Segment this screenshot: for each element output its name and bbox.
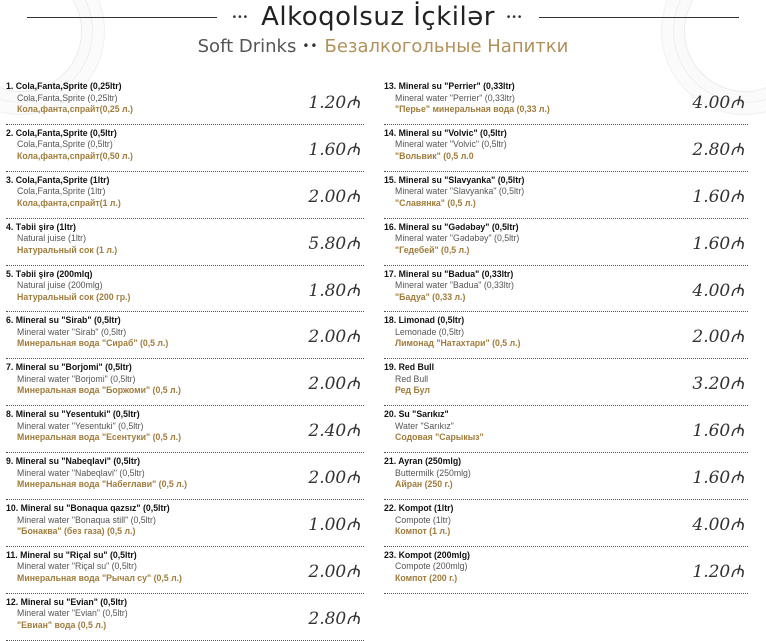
item-name-en: Mineral water "Riçal su" (0,5ltr) <box>17 561 137 573</box>
menu-item <box>6 453 364 500</box>
item-name-en: Mineral water "Slavyanka" (0,5ltr) <box>395 186 525 198</box>
menu-item <box>384 500 748 547</box>
item-name-en: Mineral water "Gədəbəy" (0,5ltr) <box>395 233 520 245</box>
item-name-az: 5. Təbii şirə (200mlq) <box>6 268 93 280</box>
item-name-en: Mineral water "Borjomi" (0,5ltr) <box>17 373 136 385</box>
menu-item <box>6 406 364 453</box>
item-name-ru: Кола,фанта,спрайт(0,50 л.) <box>17 150 133 162</box>
item-name-az: 21. Ayran (250mlg) <box>384 456 462 468</box>
item-name-ru: Ред Бул <box>395 385 430 397</box>
menu-item <box>384 219 748 266</box>
item-name-en: Cola,Fanta,Sprite (1ltr) <box>17 186 106 198</box>
item-price: 1.60₼ <box>692 468 744 489</box>
item-name-az: 1. Cola,Fanta,Sprite (0,25ltr) <box>6 81 122 92</box>
item-name-en: Mineral water "Perrier" (0,33ltr) <box>395 92 515 104</box>
menu-item <box>384 266 748 313</box>
item-price: 3.20₼ <box>692 374 744 395</box>
item-name-az: 4. Təbii şirə (1ltr) <box>6 221 76 233</box>
subtitle-russian: Безалкогольные Напитки <box>324 35 569 57</box>
item-name-ru: Компот (200 г.) <box>395 572 458 584</box>
subtitle-line <box>0 33 766 59</box>
item-name-en: Mineral water "Nabeqlavi" (0,5ltr) <box>17 467 145 479</box>
item-name-en: Mineral water "Evian" (0,5ltr) <box>17 608 128 620</box>
item-name-az: 2. Cola,Fanta,Sprite (0,5ltr) <box>6 127 117 139</box>
item-price: 1.20₼ <box>692 561 744 582</box>
title-rule-left <box>27 17 217 18</box>
item-name-en: Red Bull <box>395 373 429 385</box>
item-name-en: Buttermilk (250mlg) <box>395 467 471 479</box>
item-price: 2.00₼ <box>308 468 360 489</box>
item-name-ru: "Евиан" вода (0,5 л.) <box>17 619 107 631</box>
item-name-en: Natural juise (1ltr) <box>17 233 87 245</box>
item-name-ru: "Бадуа" (0,33 л.) <box>395 291 466 303</box>
menu-item <box>6 172 364 219</box>
menu-item <box>384 547 748 594</box>
item-price: 4.00₼ <box>692 515 744 536</box>
item-name-ru: Минеральная вода "Есентуки" (0,5 л.) <box>17 432 181 444</box>
item-price: 4.00₼ <box>692 93 744 113</box>
item-name-ru: Минеральная вода "Сираб" (0,5 л.) <box>17 338 169 350</box>
item-name-az: 9. Mineral su "Nabeqlavi" (0,5ltr) <box>6 456 141 468</box>
subtitle-separator: •• <box>302 39 319 53</box>
item-price: 1.80₼ <box>308 280 360 301</box>
title-dots-right: ••• <box>506 11 524 23</box>
item-name-az: 13. Mineral su "Perrier" (0,33ltr) <box>384 81 515 92</box>
item-name-ru: Минеральная вода "Рычал су" (0,5 л.) <box>17 572 182 584</box>
item-name-en: Mineral water "Bonaqua still" (0,5ltr) <box>17 514 156 526</box>
item-price: 2.00₼ <box>692 327 744 348</box>
item-name-ru: Лимонад "Натахтари" (0,5 л.) <box>395 338 521 350</box>
item-name-az: 23. Kompot (200mlg) <box>384 549 470 561</box>
item-name-ru: Кола,фанта,спрайт(0,25 л.) <box>17 104 133 115</box>
menu-item <box>6 547 364 594</box>
menu-item <box>6 219 364 266</box>
menu-item <box>384 312 748 359</box>
menu-item <box>6 266 364 313</box>
item-name-ru: Минеральная вода "Боржоми" (0,5 л.) <box>17 385 181 397</box>
menu-item <box>384 78 748 125</box>
item-price: 1.20₼ <box>308 93 360 113</box>
item-name-az: 10. Mineral su "Bonaqua qazsız" (0,5ltr) <box>6 503 170 515</box>
item-name-az: 7. Mineral su "Borjomi" (0,5ltr) <box>6 362 132 374</box>
title-rule-right <box>539 17 739 18</box>
item-name-az: 19. Red Bull <box>384 362 435 374</box>
item-name-en: Compote (1ltr) <box>395 514 451 526</box>
item-price: 1.60₼ <box>692 233 744 254</box>
item-name-ru: "Бонаква" (без газа) (0,5 л.) <box>17 526 136 538</box>
menu-item <box>384 125 748 172</box>
item-name-ru: "Славянка" (0,5 л.) <box>395 197 476 209</box>
item-name-az: 12. Mineral su "Evian" (0,5ltr) <box>6 596 127 608</box>
item-name-ru: Натуральный сок (200 гр.) <box>17 291 131 303</box>
item-price: 2.00₼ <box>308 374 360 395</box>
item-price: 1.60₼ <box>308 139 360 160</box>
title-dots-left: ••• <box>232 11 250 23</box>
item-price: 2.00₼ <box>308 561 360 582</box>
menu-item <box>6 594 364 641</box>
menu-item <box>384 359 748 406</box>
item-name-en: Water "Sarıkız" <box>395 420 454 432</box>
item-name-az: 20. Su "Sarıkız" <box>384 409 449 421</box>
item-name-az: 18. Limonad (0,5ltr) <box>384 315 465 327</box>
item-name-en: Compote (200mlg) <box>395 561 468 573</box>
item-price: 5.80₼ <box>308 233 360 254</box>
item-name-az: 11. Mineral su "Riçal su" (0,5ltr) <box>6 549 137 561</box>
item-price: 1.60₼ <box>692 421 744 442</box>
item-name-az: 22. Kompot (1ltr) <box>384 503 454 515</box>
menu-item <box>6 125 364 172</box>
item-name-en: Cola,Fanta,Sprite (0,25ltr) <box>17 92 118 104</box>
item-name-ru: Натуральный сок (1 л.) <box>17 244 118 256</box>
item-price: 1.60₼ <box>692 186 744 207</box>
item-name-en: Mineral water "Volvic" (0,5ltr) <box>395 139 507 151</box>
item-name-en: Lemonade (0,5ltr) <box>395 326 465 338</box>
menu-item <box>384 453 748 500</box>
item-name-ru: Содовая "Сарыкыз" <box>395 432 484 444</box>
item-name-en: Cola,Fanta,Sprite (0,5ltr) <box>17 139 113 151</box>
item-name-az: 6. Mineral su "Sirab" (0,5ltr) <box>6 315 121 327</box>
menu-item <box>6 359 364 406</box>
item-name-ru: "Перье" минеральная вода (0,33 л.) <box>395 104 550 115</box>
item-name-az: 17. Mineral su "Badua" (0,33ltr) <box>384 268 514 280</box>
menu-column-left <box>6 78 364 641</box>
item-name-ru: Кола,фанта,спрайт(1 л.) <box>17 197 121 209</box>
menu-item <box>6 78 364 125</box>
item-name-en: Mineral water "Sirab" (0,5ltr) <box>17 326 127 338</box>
item-price: 2.80₼ <box>692 139 744 160</box>
item-name-ru: Айран (250 г.) <box>395 479 453 491</box>
menu-item <box>6 312 364 359</box>
menu-item <box>384 172 748 219</box>
item-name-en: Natural juise (200mlg) <box>17 280 103 292</box>
item-name-en: Mineral water "Yesentuki" (0,5ltr) <box>17 420 144 432</box>
item-price: 4.00₼ <box>692 280 744 301</box>
menu-column-right <box>384 78 748 594</box>
item-name-en: Mineral water "Badua" (0,33ltr) <box>395 280 514 292</box>
item-name-az: 8. Mineral su "Yesentuki" (0,5ltr) <box>6 409 140 421</box>
item-name-ru: Минеральная вода "Набеглави" (0,5 л.) <box>17 479 188 491</box>
item-name-az: 15. Mineral su "Slavyanka" (0,5ltr) <box>384 174 525 186</box>
item-name-ru: Компот (1 л.) <box>395 526 451 538</box>
item-name-az: 16. Mineral su "Gədəbəy" (0,5ltr) <box>384 221 519 233</box>
item-price: 2.00₼ <box>308 327 360 348</box>
menu-item <box>6 500 364 547</box>
item-price: 2.00₼ <box>308 186 360 207</box>
item-name-ru: "Гедебей" (0,5 л.) <box>395 244 470 256</box>
page-title: Alkoqolsuz İçkilər <box>261 2 495 32</box>
item-name-az: 3. Cola,Fanta,Sprite (1ltr) <box>6 174 110 186</box>
menu-item <box>384 406 748 453</box>
item-name-ru: "Вольвик" (0,5 л.0 <box>395 150 474 162</box>
item-price: 1.00₼ <box>308 515 360 536</box>
title-line <box>0 2 766 32</box>
menu-header <box>0 0 766 62</box>
item-price: 2.80₼ <box>308 608 360 629</box>
subtitle-english: Soft Drinks <box>197 35 297 57</box>
item-price: 2.40₼ <box>308 421 360 442</box>
item-name-az: 14. Mineral su "Volvic" (0,5ltr) <box>384 127 507 139</box>
